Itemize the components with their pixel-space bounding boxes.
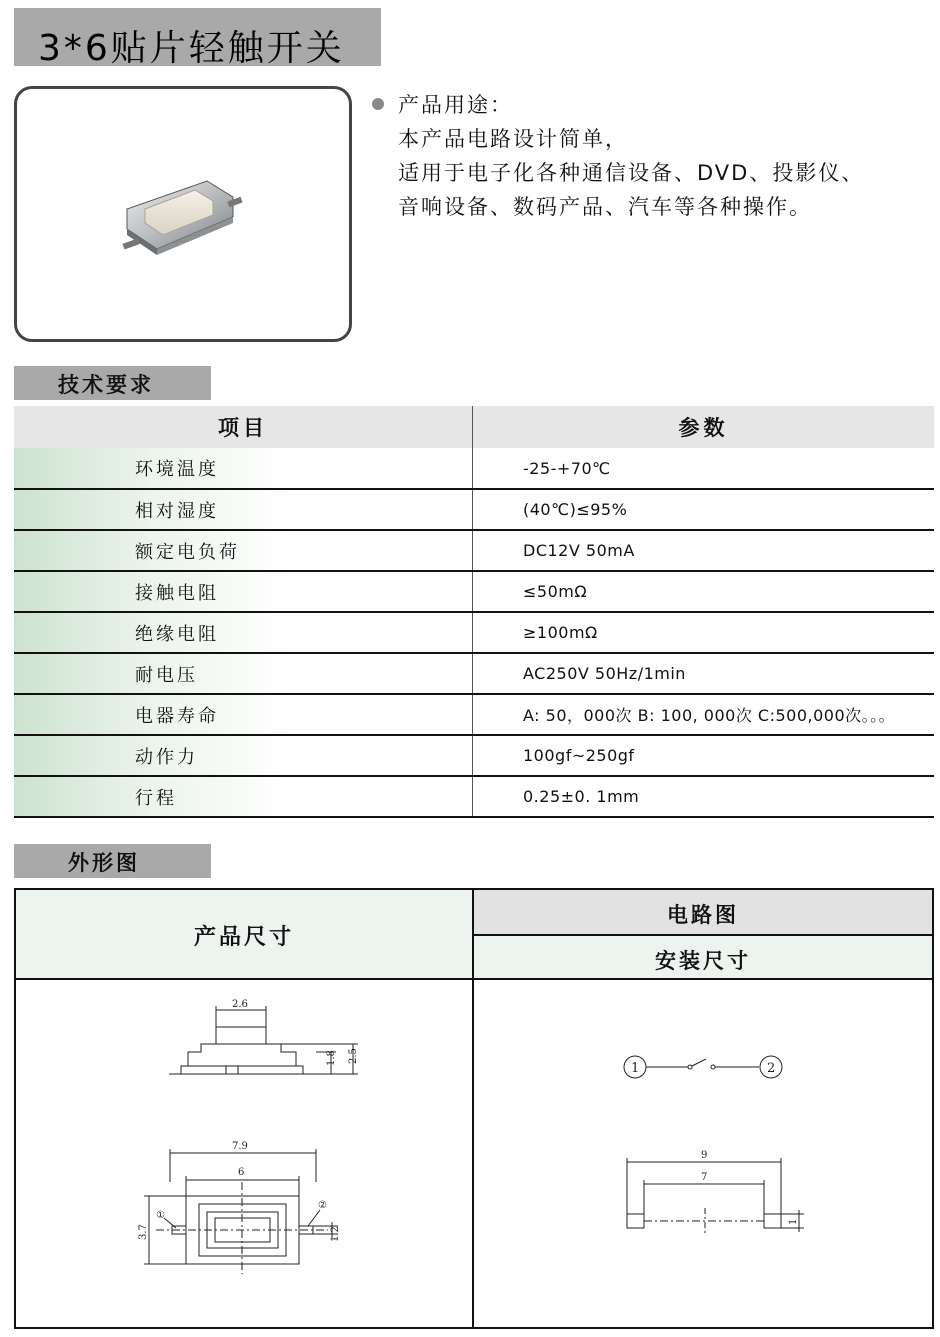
table-row	[14, 448, 934, 489]
top-view	[138, 1141, 341, 1274]
usage-line: 产品用途：	[398, 93, 513, 117]
tech-section-title: 技术要求	[58, 373, 154, 397]
table-row	[14, 735, 934, 776]
spec-value: ≥100mΩ	[473, 612, 935, 653]
product-usage	[370, 88, 930, 224]
usage-line: 适用于电子化各种通信设备、DVD、投影仪、	[398, 161, 865, 185]
circuit-install-drawing	[474, 982, 932, 1327]
spec-header-item: 项目	[14, 406, 473, 448]
table-row	[14, 694, 934, 735]
spec-item: 绝缘电阻	[14, 612, 473, 653]
side-view	[169, 999, 359, 1074]
dim-label: 7.9	[232, 1141, 248, 1152]
spec-value: DC12V 50mA	[473, 530, 935, 571]
product-dimension-drawing	[16, 982, 472, 1327]
spec-item: 环境温度	[14, 448, 473, 489]
dim-label: 2.6	[232, 999, 248, 1010]
dim-label: 1.8	[326, 1050, 337, 1066]
spec-item: 耐电压	[14, 653, 473, 694]
dim-label: 9	[701, 1150, 708, 1161]
install-dimension	[627, 1150, 804, 1234]
pin-label: ②	[318, 1200, 327, 1211]
spec-header-value: 参数	[473, 406, 935, 448]
spec-table	[14, 406, 934, 818]
dim-label: 3.7	[138, 1224, 149, 1240]
outline-drawings	[14, 888, 934, 1329]
circuit-header	[474, 890, 932, 936]
outline-section-title: 外形图	[68, 851, 140, 875]
table-row	[14, 571, 934, 612]
spec-value: AC250V 50Hz/1min	[473, 653, 935, 694]
spec-value: 0.25±0. 1mm	[473, 776, 935, 817]
table-row	[14, 489, 934, 530]
spec-value: 100gf~250gf	[473, 735, 935, 776]
spec-item: 额定电负荷	[14, 530, 473, 571]
dim-label: 7	[701, 1172, 708, 1183]
usage-line: 本产品电路设计简单，	[398, 127, 628, 151]
page-title: 3*6贴片轻触开关	[38, 28, 345, 69]
product-photo-frame	[14, 86, 352, 342]
product-size-label: 产品尺寸	[193, 925, 294, 950]
product-photo	[17, 89, 349, 339]
spec-item: 电器寿命	[14, 694, 473, 735]
install-header	[474, 936, 932, 980]
install-label: 安装尺寸	[655, 949, 751, 973]
title-bar	[14, 8, 381, 69]
spec-value: (40℃)≤95%	[473, 489, 935, 530]
spec-item: 行程	[14, 776, 473, 817]
circuit-label: 电路图	[667, 903, 739, 927]
bullet-icon	[372, 98, 384, 110]
usage-line: 音响设备、数码产品、汽车等各种操作。	[398, 195, 812, 219]
product-size-header	[16, 890, 474, 980]
circuit-diagram	[624, 1056, 782, 1078]
spec-value: -25-+70℃	[473, 448, 935, 489]
circuit-node-2: 2	[767, 1061, 776, 1076]
tech-section-tab	[14, 366, 211, 400]
spec-header-row	[14, 406, 934, 448]
spec-value: A: 50，000次 B: 100, 000次 C:500,000次。。。	[473, 694, 935, 735]
outline-section-tab	[14, 844, 211, 878]
table-row	[14, 530, 934, 571]
spec-item: 动作力	[14, 735, 473, 776]
dim-label: 2.5	[348, 1048, 359, 1064]
spec-item: 相对湿度	[14, 489, 473, 530]
table-row	[14, 653, 934, 694]
pin-label: ①	[156, 1210, 165, 1221]
dim-label: 1	[788, 1218, 799, 1225]
table-row	[14, 776, 934, 817]
dim-label: 6	[238, 1167, 245, 1178]
circuit-node-1: 1	[631, 1061, 640, 1076]
spec-value: ≤50mΩ	[473, 571, 935, 612]
table-row	[14, 612, 934, 653]
dim-label: 1.2	[330, 1226, 341, 1242]
spec-item: 接触电阻	[14, 571, 473, 612]
